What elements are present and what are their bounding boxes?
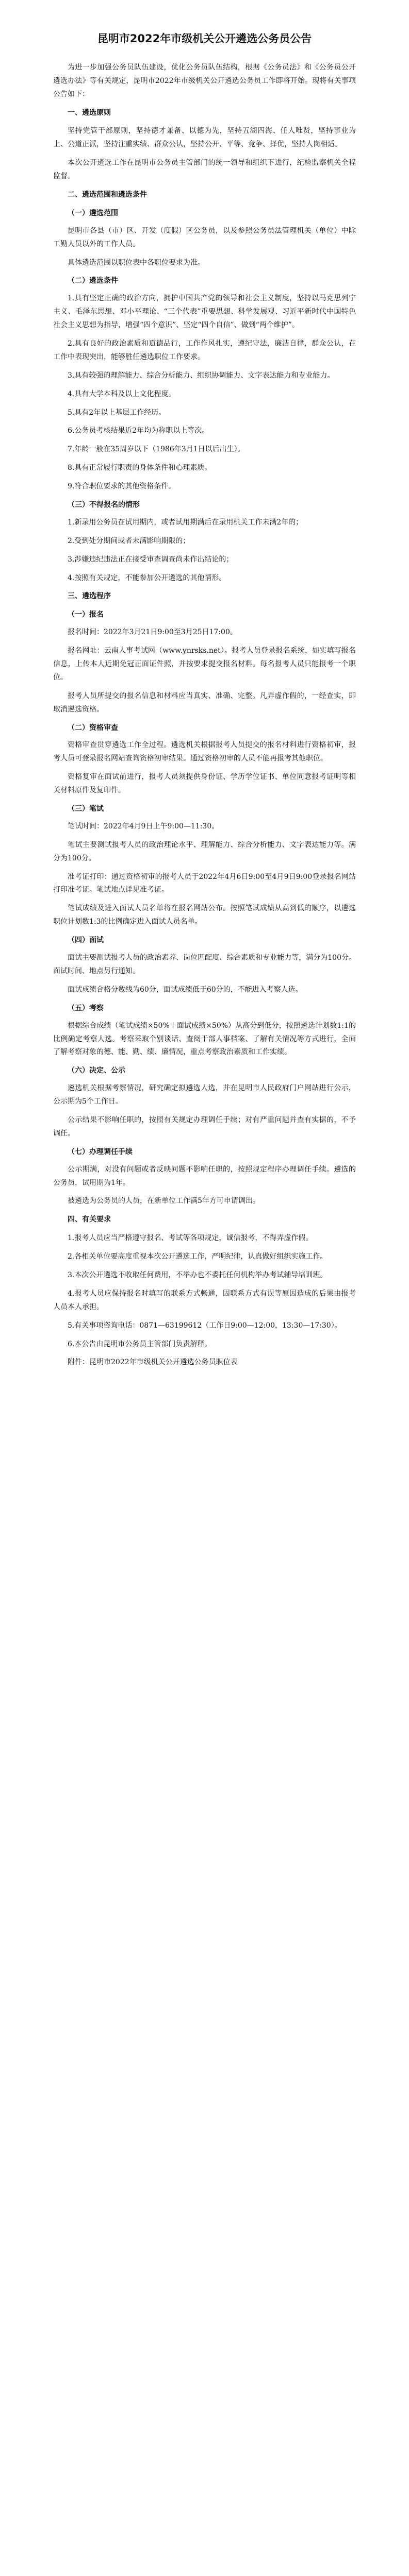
paragraph: 4.按照有关规定，不能参加公开遴选的其他情形。 <box>68 573 226 582</box>
document-body <box>53 29 356 1375</box>
paragraph: 报名网址：云南人事考试网（www.ynrsks.net）。报考人员登录报名系统，如实填写报名信息，上传本人近期免冠正面证件照，并按要求提交报名材料。每名报考人员只能报考一个职位。 <box>53 647 356 682</box>
paragraph: 7.年龄一般在35周岁以下（1986年3月1日以后出生）。 <box>68 445 245 454</box>
paragraph: 面试成绩合格分数线为60分，面试成绩低于60分的，不能进入考察人选。 <box>68 985 303 994</box>
paragraph: 1.具有坚定正确的政治方向，拥护中国共产党的领导和社会主义制度，坚持以马克思列宁主义、毛泽东思想、邓小平理论、“三个代表”重要思想、科学发展观、习近平新时代中国特色社会主义思想为指导，增强“四个意识”、坚定“四个自信”、做到“两个维护”。 <box>53 294 356 330</box>
paragraph: 公示期满，对没有问题或者反映问题不影响任职的，按照规定程序办理调任手续。遴选的公务员，试用期为1年。 <box>53 1165 356 1187</box>
paragraph: 2.各相关单位要高度重视本次公开遴选工作，严明纪律，认真做好组织实施工作。 <box>68 1252 328 1261</box>
paragraph: 4.报考人员应保持报名时填写的联系方式畅通，因联系方式有误等原因造成的后果由报考人员本人承担。 <box>53 1289 356 1311</box>
paragraph: 报名时间：2022年3月21日9:00至3月25日17:00。 <box>68 628 237 637</box>
section <box>53 1213 356 1351</box>
paragraph: 具体遴选范围以职位表中各职位要求为准。 <box>68 258 205 267</box>
section-heading: 一、遴选原则 <box>68 108 111 117</box>
document-closing: 附件：昆明市2022年市级机关公开遴选公务员职位表 <box>68 1358 238 1367</box>
paragraph: 6.本公告由昆明市公务员主管部门负责解释。 <box>68 1340 212 1348</box>
paragraph: 准考证打印：通过资格初审的报考人员于2022年4月6日9:00至4月9日9:00登录报名网站打印准考证。笔试地点详见准考证。 <box>53 872 356 894</box>
paragraph: 公示结果不影响任职的，按照有关规定办理调任手续；对有严重问题并查有实据的，不予调任。 <box>53 1115 356 1138</box>
paragraph: 被遴选为公务员的人员，在新单位工作满5年方可申请调出。 <box>68 1197 260 1206</box>
section <box>53 590 356 1208</box>
paragraph: 1.报考人员应当严格遵守报名、考试等各项规定，诚信报考，不得弄虚作假。 <box>68 1234 313 1243</box>
paragraph: 笔试主要测试报考人员的政治理论水平、理解能力、综合分析能力、文字表达能力等。满分为100分。 <box>53 840 356 862</box>
section-heading: 三、遴选程序 <box>68 592 111 601</box>
paragraph: 6.公务员考核结果近2年均为称职以上等次。 <box>68 427 209 435</box>
subsection-heading: （六）决定、公示 <box>68 1066 125 1075</box>
paragraph: 笔试时间：2022年4月9日上午9:00—11:30。 <box>68 822 219 831</box>
paragraph: 5.有关事项咨询电话：0871—63199612（工作日9:00—12:00，13:30—17:30）。 <box>68 1321 342 1330</box>
subsection-heading: （三）笔试 <box>68 805 104 814</box>
paragraph: 资格复审在面试前进行，报考人员须提供身份证、学历学位证书、单位同意报考证明等相关材料原件及复印件。 <box>53 773 356 795</box>
paragraph: 报考人员所提交的报名信息和材料应当真实、准确、完整。凡弄虚作假的，一经查实，即取消遴选资格。 <box>53 691 356 714</box>
paragraph: 资格审查贯穿遴选工作全过程。遴选机关根据报考人员提交的报名材料进行资格初审，报考人员可登录报名网站查询资格初审结果。通过资格初审的人员不能再报考其他职位。 <box>53 741 356 763</box>
paragraph: 2.受到处分期间或者未满影响期限的； <box>68 536 190 545</box>
paragraph: 9.符合职位要求的其他资格条件。 <box>68 482 176 491</box>
paragraph: 4.具有大学本科及以上文化程度。 <box>68 389 176 398</box>
paragraph: 3.本次公开遴选不收取任何费用，不举办也不委托任何机构举办考试辅导培训班。 <box>68 1270 328 1279</box>
paragraph: 根据综合成绩（笔试成绩×50%＋面试成绩×50%）从高分到低分，按照遴选计划数1:1的比例确定考察人选。考察采取个别谈话、查阅干部人事档案、了解有关情况等方式进行，全面了解考察对象的德、能、勤、绩、廉情况，重点考察政治素质和工作实绩。 <box>53 1021 356 1057</box>
paragraph: 面试主要测试报考人员的政治素养、岗位匹配度、综合素质和专业能力等，满分为100分。面试时间、地点另行通知。 <box>53 954 356 975</box>
paragraph: 坚持党管干部原则，坚持德才兼备、以德为先，坚持五湖四海、任人唯贤，坚持事业为上、公道正派，坚持注重实绩、群众公认，坚持公开、平等、竞争、择优，坚持人岗相适。 <box>53 127 356 149</box>
section <box>53 107 356 183</box>
subsection-heading: （一）报名 <box>68 611 104 619</box>
paragraph: 3.涉嫌违纪违法正在接受审查调查尚未作出结论的； <box>68 555 234 564</box>
paragraph: 8.具有正常履行职责的身体条件和心理素质。 <box>68 464 212 472</box>
paragraph: 本次公开遴选工作在昆明市公务员主管部门的统一领导和组织下进行，纪检监察机关全程监督。 <box>53 159 356 181</box>
subsection-heading: （七）办理调任手续 <box>68 1147 133 1156</box>
paragraph: 昆明市各县（市）区、开发（度假）区公务员，以及参照公务员法管理机关（单位）中除工勤人员以外的工作人员。 <box>53 226 356 248</box>
section-heading: 四、有关要求 <box>68 1215 111 1224</box>
subsection-heading: （二）资格审查 <box>68 723 118 732</box>
document-intro: 为进一步加强公务员队伍建设，优化公务员队伍结构，根据《公务员法》和《公务员公开遴选办法》等有关规定，昆明市2022年市级机关公开遴选公务员工作即将开始。现将有关事项公告如下： <box>53 63 356 98</box>
section <box>53 189 356 585</box>
paragraph: 遴选机关根据考察情况，研究确定拟遴选人选，并在昆明市人民政府门户网站进行公示，公示期为5个工作日。 <box>53 1084 356 1106</box>
subsection-heading: （四）面试 <box>68 936 104 945</box>
paragraph: 3.具有较强的理解能力、综合分析能力、组织协调能力、文字表达能力和专业能力。 <box>68 371 335 380</box>
subsection-heading: （二）遴选条件 <box>68 277 118 285</box>
subsection-heading: （三）不得报名的情形 <box>68 501 140 509</box>
paragraph: 1.新录用公务员在试用期内，或者试用期满后在录用机关工作未满2年的； <box>68 518 303 527</box>
paragraph: 笔试成绩及进入面试人员名单将在报名网站公布。按照笔试成绩从高到低的顺序，以遴选职位计划数1:3的比例确定进入面试人员名单。 <box>53 904 356 926</box>
subsection-heading: （五）考察 <box>68 1004 104 1012</box>
paragraph: 2.具有良好的政治素质和道德品行，工作作风扎实，遵纪守法，廉洁自律，群众公认，在工作中表现突出，能够胜任遴选职位工作要求。 <box>53 339 356 361</box>
subsection-heading: （一）遴选范围 <box>68 209 118 217</box>
paragraph: 5.具有2年以上基层工作经历。 <box>68 408 166 417</box>
document-sections <box>53 107 356 1351</box>
section-heading: 二、遴选范围和遴选条件 <box>68 190 147 199</box>
document-title: 昆明市2022年市级机关公开遴选公务员公告 <box>97 32 312 45</box>
